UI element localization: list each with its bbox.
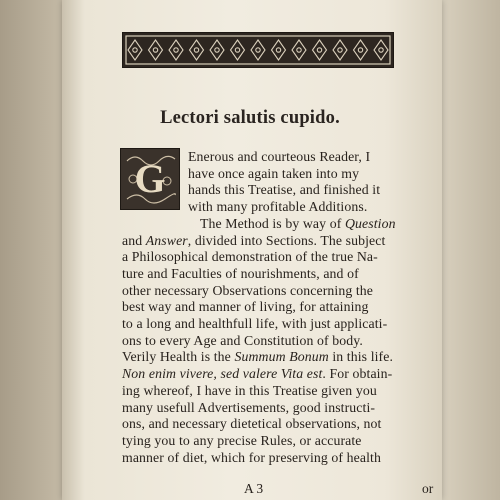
line-text: ture and Faculties of nourishments, and of (122, 265, 359, 281)
body-line (122, 233, 385, 249)
line-italic-text: Answer (145, 232, 188, 248)
signature-mark: A 3 (244, 481, 264, 496)
line-text: Verily Health is the (122, 349, 235, 365)
line-text: ons to every Age and Constitution of body. (122, 332, 363, 348)
line-text: in this life. (328, 349, 394, 365)
body-line (122, 283, 373, 299)
body-line (122, 299, 369, 315)
line-text: have once again taken into my (188, 165, 360, 181)
line-text: and (122, 232, 146, 248)
line-text: ons, and necessary dietetical observations, not (122, 416, 382, 432)
page-heading: Lectori salutis cupido. (160, 108, 340, 128)
line-text: . For obtain- (322, 366, 393, 382)
body-line (200, 216, 396, 232)
line-italic-text: Non enim vivere, sed valere Vita est (122, 366, 323, 382)
body-line (122, 450, 381, 466)
line-text: best way and manner of living, for attaining (122, 299, 369, 315)
body-line (122, 249, 378, 265)
body-line (122, 383, 377, 399)
line-text: other necessary Observations concerning the (122, 282, 374, 298)
decorated-initial (120, 148, 180, 210)
line-text: many usefull Advertisements, good instructi- (122, 399, 376, 415)
body-line (122, 266, 359, 282)
line-text: ing whereof, I have in this Treatise given you (122, 382, 377, 398)
body-line (122, 366, 392, 382)
line-text: with many profitable Additions. (188, 199, 368, 215)
line-text: Enerous and courteous Reader, I (188, 149, 371, 164)
body-line (122, 316, 387, 332)
body-line (188, 182, 380, 198)
body-line (122, 433, 362, 449)
line-italic-text: Question (344, 215, 396, 231)
body-line (188, 166, 359, 182)
body-line (122, 400, 375, 416)
line-text: to a long and healthfull life, with just applicati- (122, 316, 388, 331)
ornamental-headpiece (122, 32, 394, 68)
line-text: a Philosophical demonstration of the true Na- (122, 249, 378, 265)
catchword: or (422, 481, 434, 496)
line-italic-text: Summum Bonum (234, 349, 329, 365)
background-left (0, 0, 62, 500)
body-line (122, 333, 363, 349)
line-text: hands this Treatise, and finished it (188, 182, 381, 198)
body-line (188, 149, 370, 165)
body-line (122, 349, 393, 365)
drop-cap-letter: G (134, 156, 166, 201)
line-text: tying you to any precise Rules, or accurate (122, 432, 362, 448)
line-text: , divided into Sections. The subject (187, 232, 386, 248)
body-line (188, 199, 367, 215)
background-right (442, 0, 500, 500)
line-text: manner of diet, which for preserving of health (122, 449, 381, 465)
body-line (122, 416, 381, 432)
line-text: The Method is by way of (200, 215, 345, 231)
